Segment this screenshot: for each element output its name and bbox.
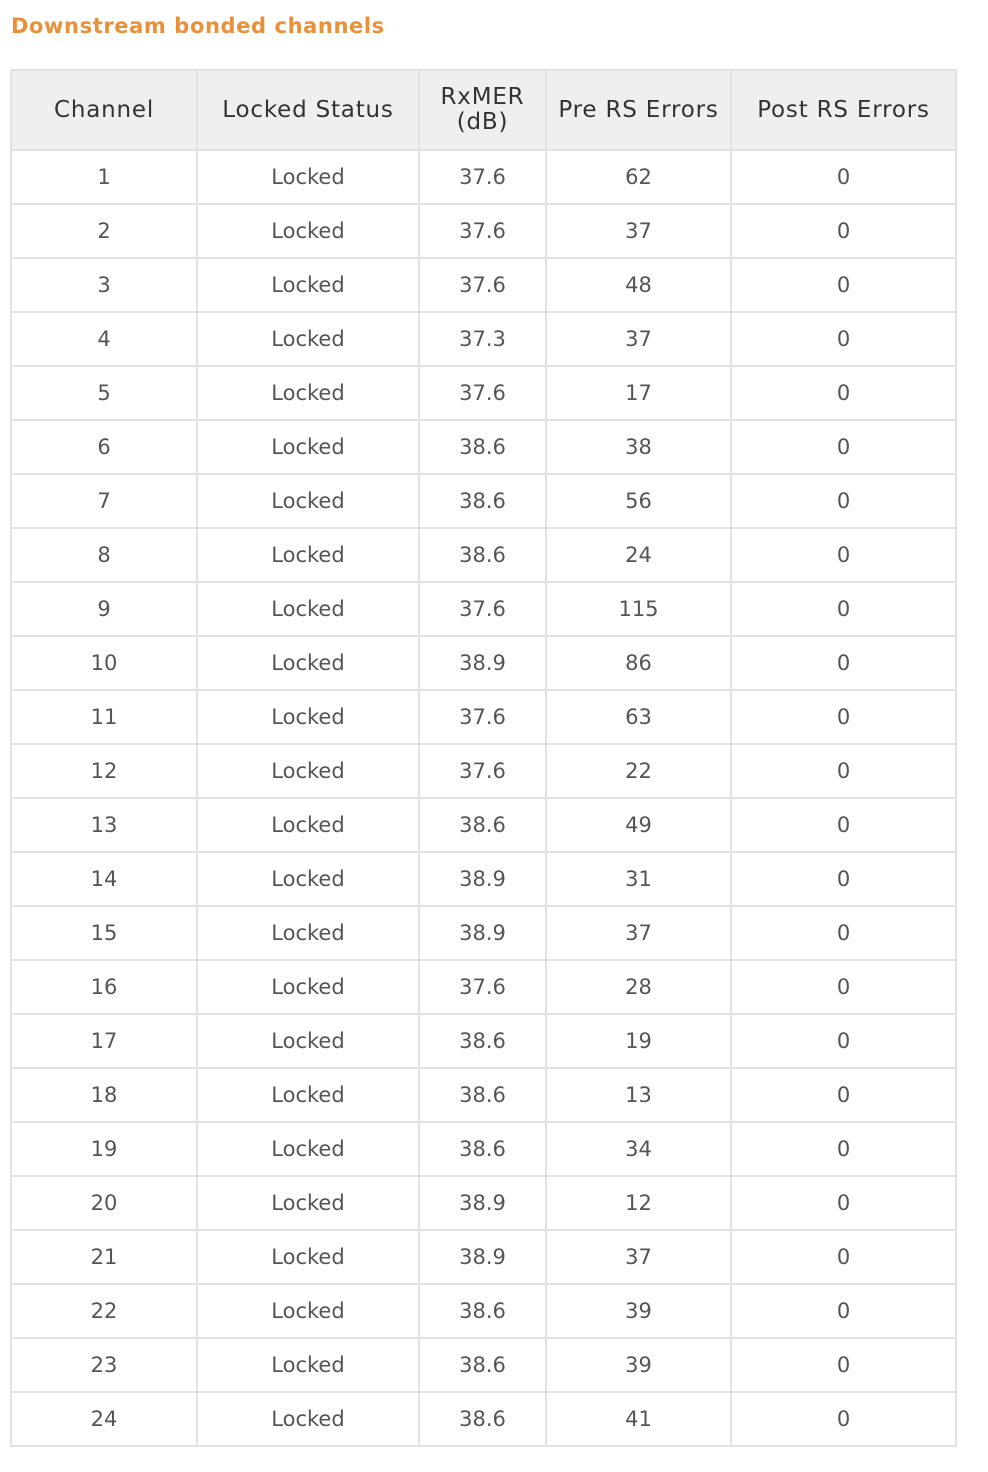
column-header-post-rs-errors: Post RS Errors bbox=[731, 70, 956, 150]
channel-cell: 22 bbox=[11, 1284, 197, 1338]
table-header bbox=[11, 70, 956, 150]
locked-status-cell: Locked bbox=[197, 420, 419, 474]
table-row bbox=[11, 852, 956, 906]
header-row bbox=[11, 70, 956, 150]
post-rs-errors-cell: 0 bbox=[731, 582, 956, 636]
rxmer-cell: 38.9 bbox=[419, 906, 546, 960]
table-row bbox=[11, 744, 956, 798]
post-rs-errors-cell: 0 bbox=[731, 204, 956, 258]
pre-rs-errors-cell: 62 bbox=[546, 150, 731, 204]
locked-status-cell: Locked bbox=[197, 960, 419, 1014]
pre-rs-errors-cell: 22 bbox=[546, 744, 731, 798]
rxmer-cell: 37.6 bbox=[419, 258, 546, 312]
channel-cell: 18 bbox=[11, 1068, 197, 1122]
rxmer-cell: 38.6 bbox=[419, 474, 546, 528]
locked-status-cell: Locked bbox=[197, 906, 419, 960]
rxmer-cell: 38.6 bbox=[419, 1122, 546, 1176]
channel-cell: 9 bbox=[11, 582, 197, 636]
post-rs-errors-cell: 0 bbox=[731, 744, 956, 798]
rxmer-cell: 38.6 bbox=[419, 1068, 546, 1122]
pre-rs-errors-cell: 86 bbox=[546, 636, 731, 690]
table-row bbox=[11, 1122, 956, 1176]
locked-status-cell: Locked bbox=[197, 1014, 419, 1068]
table-row bbox=[11, 960, 956, 1014]
table-row bbox=[11, 1068, 956, 1122]
table-row bbox=[11, 1230, 956, 1284]
pre-rs-errors-cell: 34 bbox=[546, 1122, 731, 1176]
downstream-channels-table bbox=[10, 69, 957, 1447]
channel-cell: 23 bbox=[11, 1338, 197, 1392]
rxmer-header-unit: (dB) bbox=[456, 109, 509, 135]
table-row bbox=[11, 420, 956, 474]
post-rs-errors-cell: 0 bbox=[731, 1392, 956, 1446]
post-rs-errors-cell: 0 bbox=[731, 1068, 956, 1122]
rxmer-cell: 38.9 bbox=[419, 1176, 546, 1230]
pre-rs-errors-cell: 38 bbox=[546, 420, 731, 474]
rxmer-header-label: RxMER bbox=[440, 84, 525, 110]
pre-rs-errors-cell: 37 bbox=[546, 1230, 731, 1284]
rxmer-cell: 37.6 bbox=[419, 744, 546, 798]
pre-rs-errors-cell: 31 bbox=[546, 852, 731, 906]
rxmer-cell: 38.6 bbox=[419, 1014, 546, 1068]
locked-status-cell: Locked bbox=[197, 258, 419, 312]
section-title: Downstream bonded channels bbox=[11, 14, 385, 38]
pre-rs-errors-cell: 13 bbox=[546, 1068, 731, 1122]
rxmer-cell: 38.6 bbox=[419, 798, 546, 852]
pre-rs-errors-cell: 39 bbox=[546, 1284, 731, 1338]
rxmer-cell: 38.6 bbox=[419, 528, 546, 582]
pre-rs-errors-cell: 28 bbox=[546, 960, 731, 1014]
post-rs-errors-cell: 0 bbox=[731, 1284, 956, 1338]
table-row bbox=[11, 150, 956, 204]
locked-status-cell: Locked bbox=[197, 798, 419, 852]
table-row bbox=[11, 204, 956, 258]
table-row bbox=[11, 312, 956, 366]
post-rs-errors-cell: 0 bbox=[731, 1014, 956, 1068]
rxmer-cell: 38.6 bbox=[419, 1338, 546, 1392]
channel-cell: 8 bbox=[11, 528, 197, 582]
pre-rs-errors-cell: 56 bbox=[546, 474, 731, 528]
channel-cell: 2 bbox=[11, 204, 197, 258]
rxmer-cell: 38.6 bbox=[419, 1392, 546, 1446]
locked-status-cell: Locked bbox=[197, 474, 419, 528]
table-row bbox=[11, 1176, 956, 1230]
table-row bbox=[11, 1014, 956, 1068]
locked-status-cell: Locked bbox=[197, 1176, 419, 1230]
locked-status-cell: Locked bbox=[197, 582, 419, 636]
table-row bbox=[11, 1338, 956, 1392]
locked-status-cell: Locked bbox=[197, 852, 419, 906]
channel-cell: 6 bbox=[11, 420, 197, 474]
post-rs-errors-cell: 0 bbox=[731, 366, 956, 420]
post-rs-errors-cell: 0 bbox=[731, 150, 956, 204]
channel-cell: 19 bbox=[11, 1122, 197, 1176]
channel-cell: 4 bbox=[11, 312, 197, 366]
rxmer-cell: 37.6 bbox=[419, 150, 546, 204]
locked-status-cell: Locked bbox=[197, 1068, 419, 1122]
channel-cell: 5 bbox=[11, 366, 197, 420]
locked-status-cell: Locked bbox=[197, 1338, 419, 1392]
rxmer-cell: 37.3 bbox=[419, 312, 546, 366]
column-header-rxmer bbox=[419, 70, 546, 150]
pre-rs-errors-cell: 41 bbox=[546, 1392, 731, 1446]
column-header-locked-status: Locked Status bbox=[197, 70, 419, 150]
pre-rs-errors-cell: 12 bbox=[546, 1176, 731, 1230]
locked-status-cell: Locked bbox=[197, 312, 419, 366]
column-header-channel: Channel bbox=[11, 70, 197, 150]
channel-cell: 20 bbox=[11, 1176, 197, 1230]
table-body bbox=[11, 150, 956, 1446]
channel-cell: 13 bbox=[11, 798, 197, 852]
channel-cell: 24 bbox=[11, 1392, 197, 1446]
locked-status-cell: Locked bbox=[197, 366, 419, 420]
channel-cell: 15 bbox=[11, 906, 197, 960]
pre-rs-errors-cell: 37 bbox=[546, 312, 731, 366]
column-header-pre-rs-errors: Pre RS Errors bbox=[546, 70, 731, 150]
locked-status-cell: Locked bbox=[197, 636, 419, 690]
channel-cell: 11 bbox=[11, 690, 197, 744]
rxmer-cell: 38.9 bbox=[419, 636, 546, 690]
post-rs-errors-cell: 0 bbox=[731, 258, 956, 312]
table-row bbox=[11, 582, 956, 636]
post-rs-errors-cell: 0 bbox=[731, 312, 956, 366]
pre-rs-errors-cell: 37 bbox=[546, 906, 731, 960]
post-rs-errors-cell: 0 bbox=[731, 690, 956, 744]
table-row bbox=[11, 366, 956, 420]
rxmer-cell: 37.6 bbox=[419, 204, 546, 258]
table-row bbox=[11, 690, 956, 744]
channel-cell: 16 bbox=[11, 960, 197, 1014]
locked-status-cell: Locked bbox=[197, 150, 419, 204]
rxmer-cell: 38.9 bbox=[419, 852, 546, 906]
post-rs-errors-cell: 0 bbox=[731, 798, 956, 852]
table-row bbox=[11, 906, 956, 960]
table-row bbox=[11, 258, 956, 312]
pre-rs-errors-cell: 48 bbox=[546, 258, 731, 312]
rxmer-cell: 37.6 bbox=[419, 960, 546, 1014]
post-rs-errors-cell: 0 bbox=[731, 906, 956, 960]
rxmer-cell: 38.9 bbox=[419, 1230, 546, 1284]
pre-rs-errors-cell: 63 bbox=[546, 690, 731, 744]
post-rs-errors-cell: 0 bbox=[731, 528, 956, 582]
locked-status-cell: Locked bbox=[197, 1230, 419, 1284]
pre-rs-errors-cell: 37 bbox=[546, 204, 731, 258]
locked-status-cell: Locked bbox=[197, 1392, 419, 1446]
channel-cell: 10 bbox=[11, 636, 197, 690]
channel-cell: 1 bbox=[11, 150, 197, 204]
channel-cell: 17 bbox=[11, 1014, 197, 1068]
table-row bbox=[11, 474, 956, 528]
locked-status-cell: Locked bbox=[197, 1284, 419, 1338]
table-row bbox=[11, 798, 956, 852]
table-row bbox=[11, 528, 956, 582]
channel-cell: 7 bbox=[11, 474, 197, 528]
locked-status-cell: Locked bbox=[197, 744, 419, 798]
pre-rs-errors-cell: 115 bbox=[546, 582, 731, 636]
pre-rs-errors-cell: 49 bbox=[546, 798, 731, 852]
locked-status-cell: Locked bbox=[197, 690, 419, 744]
locked-status-cell: Locked bbox=[197, 528, 419, 582]
post-rs-errors-cell: 0 bbox=[731, 1230, 956, 1284]
channel-cell: 14 bbox=[11, 852, 197, 906]
channel-cell: 21 bbox=[11, 1230, 197, 1284]
post-rs-errors-cell: 0 bbox=[731, 420, 956, 474]
post-rs-errors-cell: 0 bbox=[731, 1176, 956, 1230]
pre-rs-errors-cell: 19 bbox=[546, 1014, 731, 1068]
locked-status-cell: Locked bbox=[197, 1122, 419, 1176]
channel-cell: 12 bbox=[11, 744, 197, 798]
pre-rs-errors-cell: 39 bbox=[546, 1338, 731, 1392]
pre-rs-errors-cell: 24 bbox=[546, 528, 731, 582]
post-rs-errors-cell: 0 bbox=[731, 636, 956, 690]
rxmer-cell: 38.6 bbox=[419, 1284, 546, 1338]
locked-status-cell: Locked bbox=[197, 204, 419, 258]
rxmer-cell: 37.6 bbox=[419, 582, 546, 636]
table-row bbox=[11, 636, 956, 690]
post-rs-errors-cell: 0 bbox=[731, 1338, 956, 1392]
pre-rs-errors-cell: 17 bbox=[546, 366, 731, 420]
rxmer-cell: 37.6 bbox=[419, 366, 546, 420]
post-rs-errors-cell: 0 bbox=[731, 1122, 956, 1176]
post-rs-errors-cell: 0 bbox=[731, 474, 956, 528]
rxmer-cell: 37.6 bbox=[419, 690, 546, 744]
channel-cell: 3 bbox=[11, 258, 197, 312]
post-rs-errors-cell: 0 bbox=[731, 852, 956, 906]
table-row bbox=[11, 1392, 956, 1446]
post-rs-errors-cell: 0 bbox=[731, 960, 956, 1014]
rxmer-cell: 38.6 bbox=[419, 420, 546, 474]
table-row bbox=[11, 1284, 956, 1338]
